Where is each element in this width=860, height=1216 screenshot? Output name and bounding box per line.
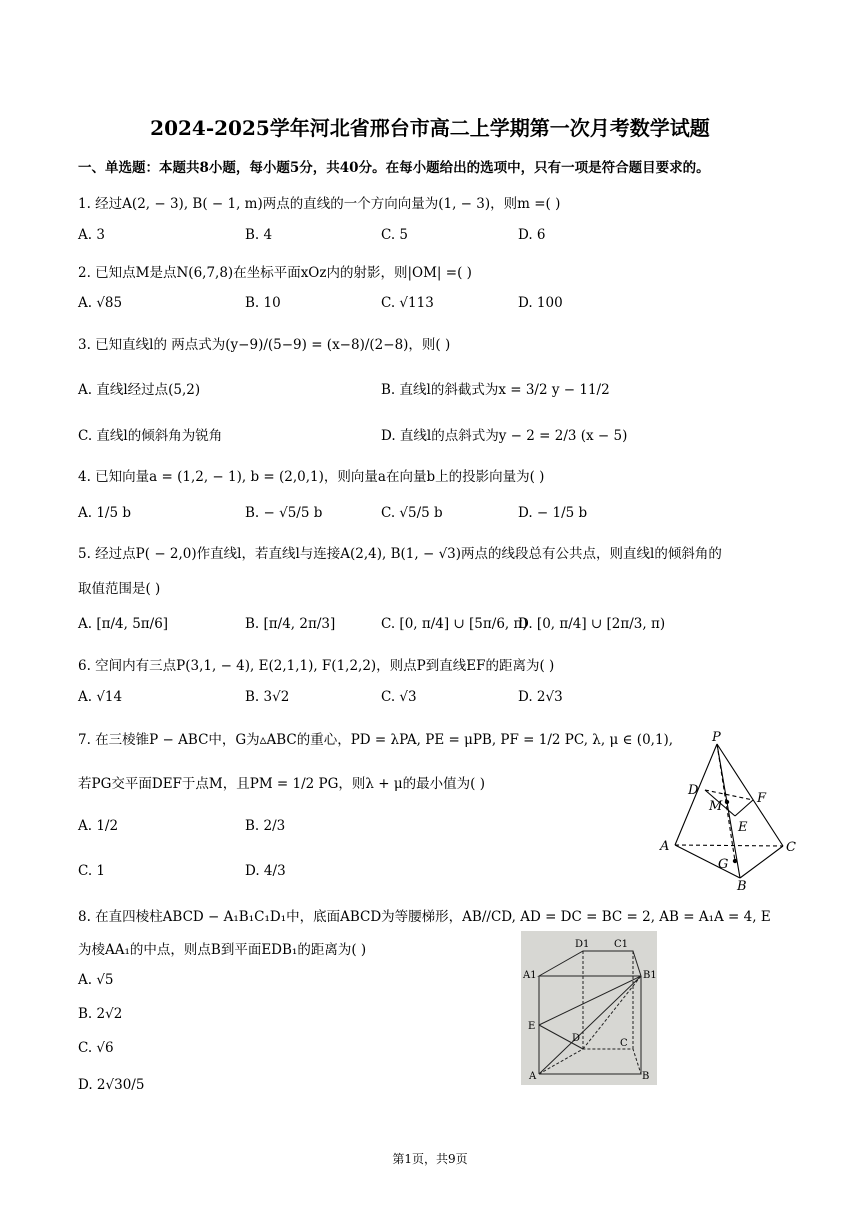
- q8-option-c: C. √6: [78, 1040, 114, 1056]
- q7-option-b: B. 2/3: [245, 818, 286, 834]
- q1-option-a: A. 3: [78, 227, 105, 243]
- q6-option-c: C. √3: [381, 689, 417, 705]
- q4-option-a: A. 1/5 b: [78, 505, 131, 521]
- question-8-stem: 8. 在直四棱柱ABCD − A₁B₁C₁D₁中，底面ABCD为等腰梯形，AB//CD, AD = DC = BC = 2, AB = A₁A = 4, E: [78, 909, 771, 925]
- q1-option-b: B. 4: [245, 227, 273, 243]
- section-heading: 一、单选题：本题共8小题，每小题5分，共40分。在每小题给出的选项中，只有一项是符合题目要求的。: [78, 160, 710, 176]
- fig1-label-p: P: [712, 730, 721, 745]
- q5-option-b: B. [π/4, 2π/3]: [245, 616, 336, 632]
- tetrahedron-figure: [655, 730, 805, 892]
- page-footer: 第1页，共9页: [392, 1152, 468, 1166]
- fig2-label-a1: A1: [523, 970, 537, 981]
- question-5-stem-cont: 取值范围是( ): [78, 581, 161, 597]
- fig1-label-e: E: [738, 820, 748, 835]
- fig1-label-m: M: [709, 799, 723, 814]
- fig2-label-a: A: [529, 1071, 537, 1082]
- question-8-stem-cont: 为棱AA₁的中点，则点B到平面EDB₁的距离为( ): [78, 942, 367, 958]
- page-title: 2024-2025学年河北省邢台市高二上学期第一次月考数学试题: [150, 116, 710, 140]
- q1-option-c: C. 5: [381, 227, 409, 243]
- prism-figure: [521, 931, 657, 1085]
- q2-option-a: A. √85: [78, 295, 123, 311]
- q4-option-d: D. − 1/5 b: [518, 505, 588, 521]
- q6-option-d: D. 2√3: [518, 689, 563, 705]
- fig1-label-d: D: [688, 783, 699, 798]
- q7-option-a: A. 1/2: [78, 818, 119, 834]
- q7-option-c: C. 1: [78, 863, 106, 879]
- fig2-label-b1: B1: [643, 970, 657, 981]
- q6-option-a: A. √14: [78, 689, 123, 705]
- q2-option-b: B. 10: [245, 295, 281, 311]
- q8-option-d: D. 2√30/5: [78, 1077, 145, 1093]
- question-5-stem: 5. 经过点P( − 2,0)作直线l，若直线l与连接A(2,4), B(1, − √3)两点的线段总有公共点，则直线l的倾斜角的: [78, 546, 722, 562]
- fig1-label-f: F: [757, 791, 767, 806]
- q8-option-a: A. √5: [78, 972, 114, 988]
- question-6-stem: 6. 空间内有三点P(3,1, − 4), E(2,1,1), F(1,2,2)，则点P到直线EF的距离为( ): [78, 658, 555, 674]
- q6-option-b: B. 3√2: [245, 689, 290, 705]
- fig2-label-c: C: [620, 1038, 628, 1049]
- fig1-label-b: B: [737, 879, 747, 892]
- fig1-label-c: C: [786, 840, 796, 855]
- q5-option-d: D. [0, π/4] ∪ [2π/3, π): [518, 616, 666, 632]
- q3-option-c: C. 直线l的倾斜角为锐角: [78, 428, 223, 444]
- fig2-label-c1: C1: [614, 939, 629, 950]
- q2-option-c: C. √113: [381, 295, 434, 311]
- question-1-stem: 1. 经过A(2, − 3), B( − 1, m)两点的直线的一个方向向量为(1, − 3)，则m =( ): [78, 196, 561, 212]
- q5-option-a: A. [π/4, 5π/6]: [78, 616, 169, 632]
- q3-option-a: A. 直线l经过点(5,2): [78, 382, 201, 398]
- fig2-label-d1: D1: [575, 939, 590, 950]
- question-3-stem: 3. 已知直线l的 两点式为(y−9)/(5−9) = (x−8)/(2−8)，则( ): [78, 337, 451, 353]
- q3-option-b: B. 直线l的斜截式为x = 3/2 y − 11/2: [381, 382, 610, 398]
- q7-option-d: D. 4/3: [245, 863, 286, 879]
- fig1-label-a: A: [660, 839, 670, 854]
- fig2-label-b: B: [642, 1071, 650, 1082]
- question-2-stem: 2. 已知点M是点N(6,7,8)在坐标平面xOz内的射影，则|OM| =( ): [78, 265, 472, 281]
- q1-option-d: D. 6: [518, 227, 546, 243]
- question-7-stem-cont: 若PG交平面DEF于点M，且PM = 1/2 PG，则λ + μ的最小值为( ): [78, 776, 485, 792]
- fig1-label-g: G: [718, 857, 729, 872]
- q4-option-c: C. √5/5 b: [381, 505, 443, 521]
- q2-option-d: D. 100: [518, 295, 563, 311]
- q4-option-b: B. − √5/5 b: [245, 505, 323, 521]
- question-4-stem: 4. 已知向量a = (1,2, − 1), b = (2,0,1)，则向量a在向量b上的投影向量为( ): [78, 469, 545, 485]
- q3-option-d: D. 直线l的点斜式为y − 2 = 2/3 (x − 5): [381, 428, 628, 444]
- fig2-label-d: D: [572, 1033, 581, 1044]
- fig2-label-e: E: [528, 1021, 536, 1032]
- q8-option-b: B. 2√2: [78, 1006, 123, 1022]
- question-7-stem: 7. 在三棱锥P − ABC中，G为▵ABC的重心，PD = λPA, PE = μPB, PF = 1/2 PC, λ, μ ∈ (0,1),: [78, 732, 674, 748]
- q5-option-c: C. [0, π/4] ∪ [5π/6, π): [381, 616, 528, 632]
